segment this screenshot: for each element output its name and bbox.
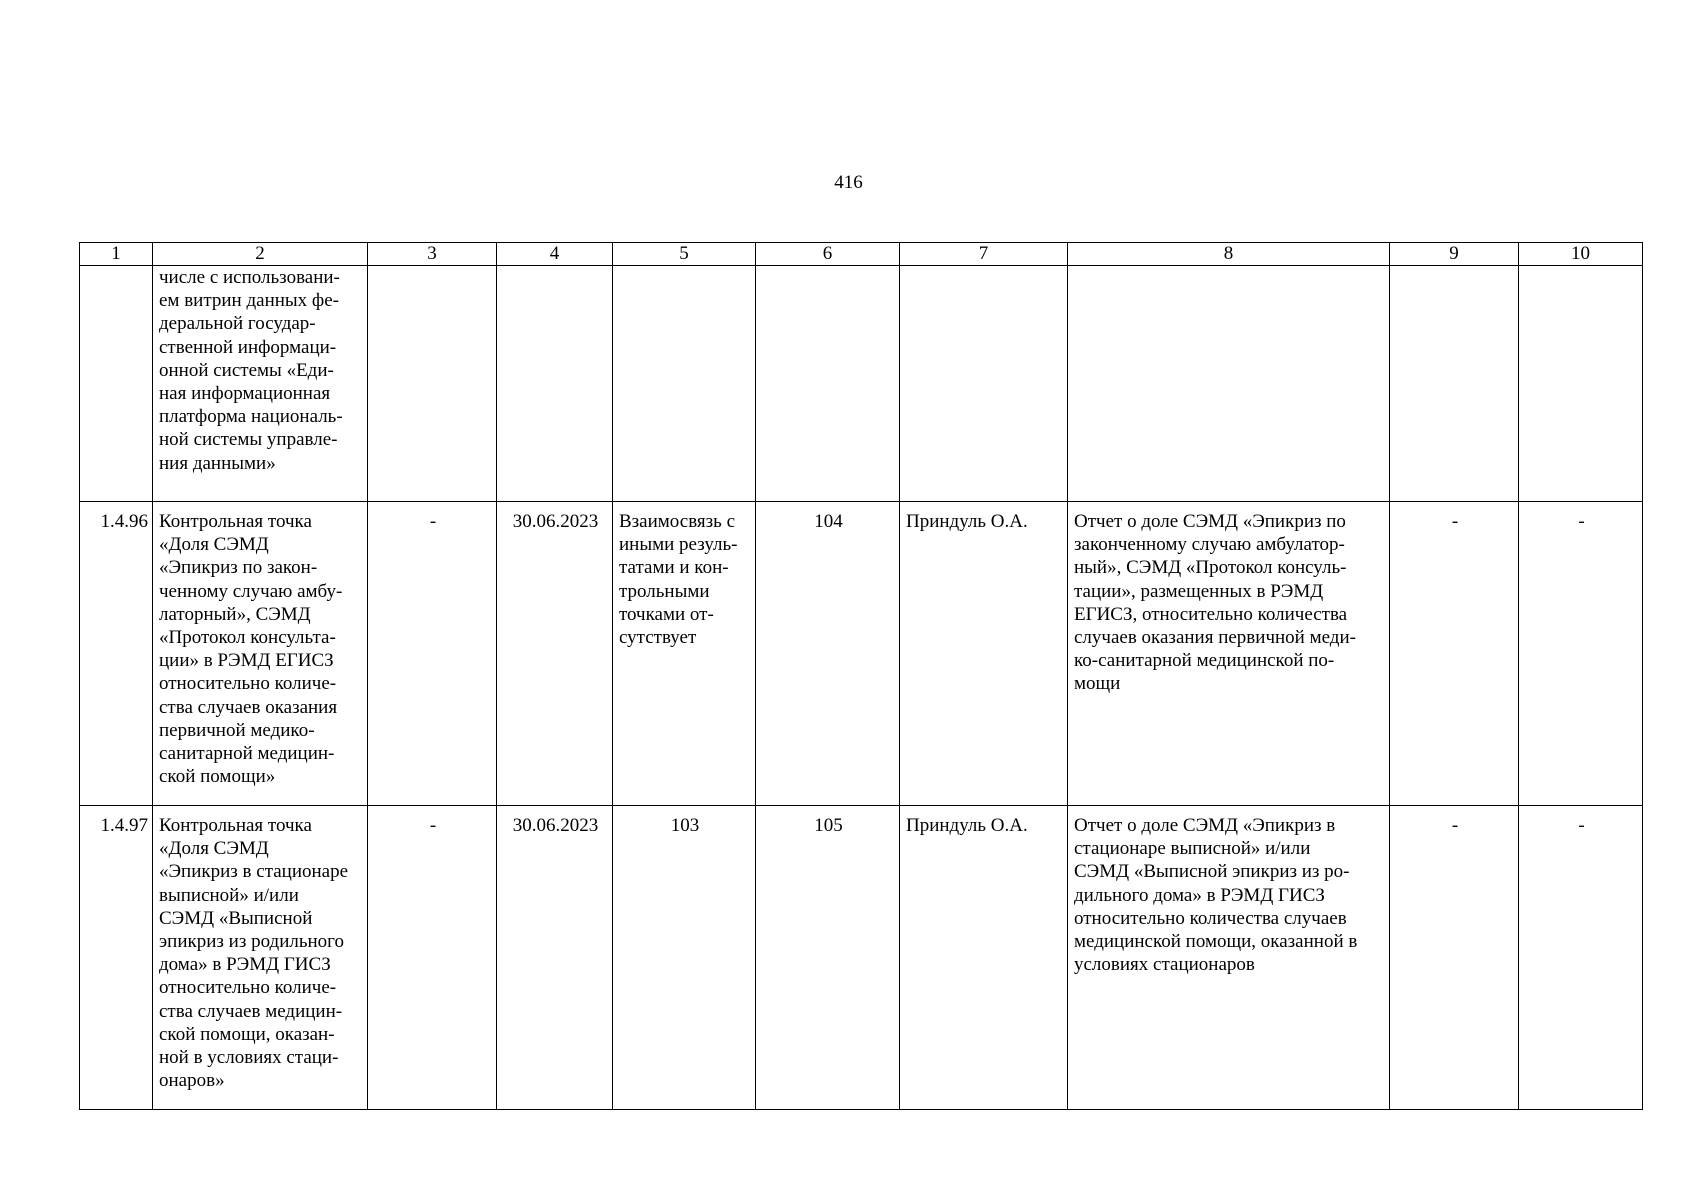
control-points-table xyxy=(79,242,1643,1110)
table-cell: - xyxy=(1519,502,1643,806)
table-cell: 105 xyxy=(756,806,900,1110)
column-header: 7 xyxy=(900,243,1068,266)
table-cell xyxy=(368,266,497,502)
table-cell: - xyxy=(1390,502,1519,806)
column-header: 6 xyxy=(756,243,900,266)
table-cell: - xyxy=(368,806,497,1110)
table-row xyxy=(80,502,1643,806)
column-header: 8 xyxy=(1068,243,1390,266)
table-row xyxy=(80,266,1643,502)
table-cell: - xyxy=(1519,806,1643,1110)
responsible-cell: Приндуль О.А. xyxy=(900,502,1068,806)
column-header: 10 xyxy=(1519,243,1643,266)
result-description-cell: Отчет о доле СЭМД «Эпикриз в стационаре выписной» и/или СЭМД «Выписной эпикриз из ро- дильного дома» в РЭМД ГИСЗ относительно количества случаев медицинской помощи, оказанной в условиях стационаров xyxy=(1068,806,1390,1110)
table-cell: 104 xyxy=(756,502,900,806)
result-description-cell xyxy=(1068,266,1390,502)
column-header: 9 xyxy=(1390,243,1519,266)
relation-cell: Взаимосвязь с иными резуль- татами и кон- трольными точками от- сутствует xyxy=(613,502,756,806)
item-number-cell xyxy=(80,266,153,502)
item-name-cell: Контрольная точка «Доля СЭМД «Эпикриз по закон- ченному случаю амбу- латорный», СЭМД «Протокол консульта- ции» в РЭМД ЕГИСЗ относительно количе- ства случаев оказания первичной медико- санитарной медицин- ской помощи» xyxy=(153,502,368,806)
date-cell xyxy=(497,266,613,502)
item-number-cell: 1.4.97 xyxy=(80,806,153,1110)
column-header: 2 xyxy=(153,243,368,266)
table-row xyxy=(80,806,1643,1110)
table-cell xyxy=(613,266,756,502)
relation-cell: 103 xyxy=(613,806,756,1110)
item-name-cell: числе с использовани- ем витрин данных фе- деральной государ- ственной информаци- онной системы «Еди- ная информационная платформа националь- ной системы управле- ния данными» xyxy=(153,266,368,502)
table-cell xyxy=(756,266,900,502)
column-header: 3 xyxy=(368,243,497,266)
table-cell xyxy=(1519,266,1643,502)
column-header: 1 xyxy=(80,243,153,266)
responsible-cell xyxy=(900,266,1068,502)
table-cell: - xyxy=(368,502,497,806)
responsible-cell: Приндуль О.А. xyxy=(900,806,1068,1110)
date-cell: 30.06.2023 xyxy=(497,806,613,1110)
result-description-cell: Отчет о доле СЭМД «Эпикриз по законченному случаю амбулатор- ный», СЭМД «Протокол консуль- тации», размещенных в РЭМД ЕГИСЗ, относительно количества случаев оказания первичной меди- ко-санитарной медицинской по- мощи xyxy=(1068,502,1390,806)
item-number-cell: 1.4.96 xyxy=(80,502,153,806)
date-cell: 30.06.2023 xyxy=(497,502,613,806)
table-cell: - xyxy=(1390,806,1519,1110)
page-number: 416 xyxy=(834,172,863,193)
column-header: 4 xyxy=(497,243,613,266)
column-header: 5 xyxy=(613,243,756,266)
item-name-cell: Контрольная точка «Доля СЭМД «Эпикриз в стационаре выписной» и/или СЭМД «Выписной эпикриз из родильного дома» в РЭМД ГИСЗ относительно количе- ства случаев медицин- ской помощи, оказан- ной в условиях стаци- онаров» xyxy=(153,806,368,1110)
table-cell xyxy=(1390,266,1519,502)
table-header-row xyxy=(80,243,1643,266)
